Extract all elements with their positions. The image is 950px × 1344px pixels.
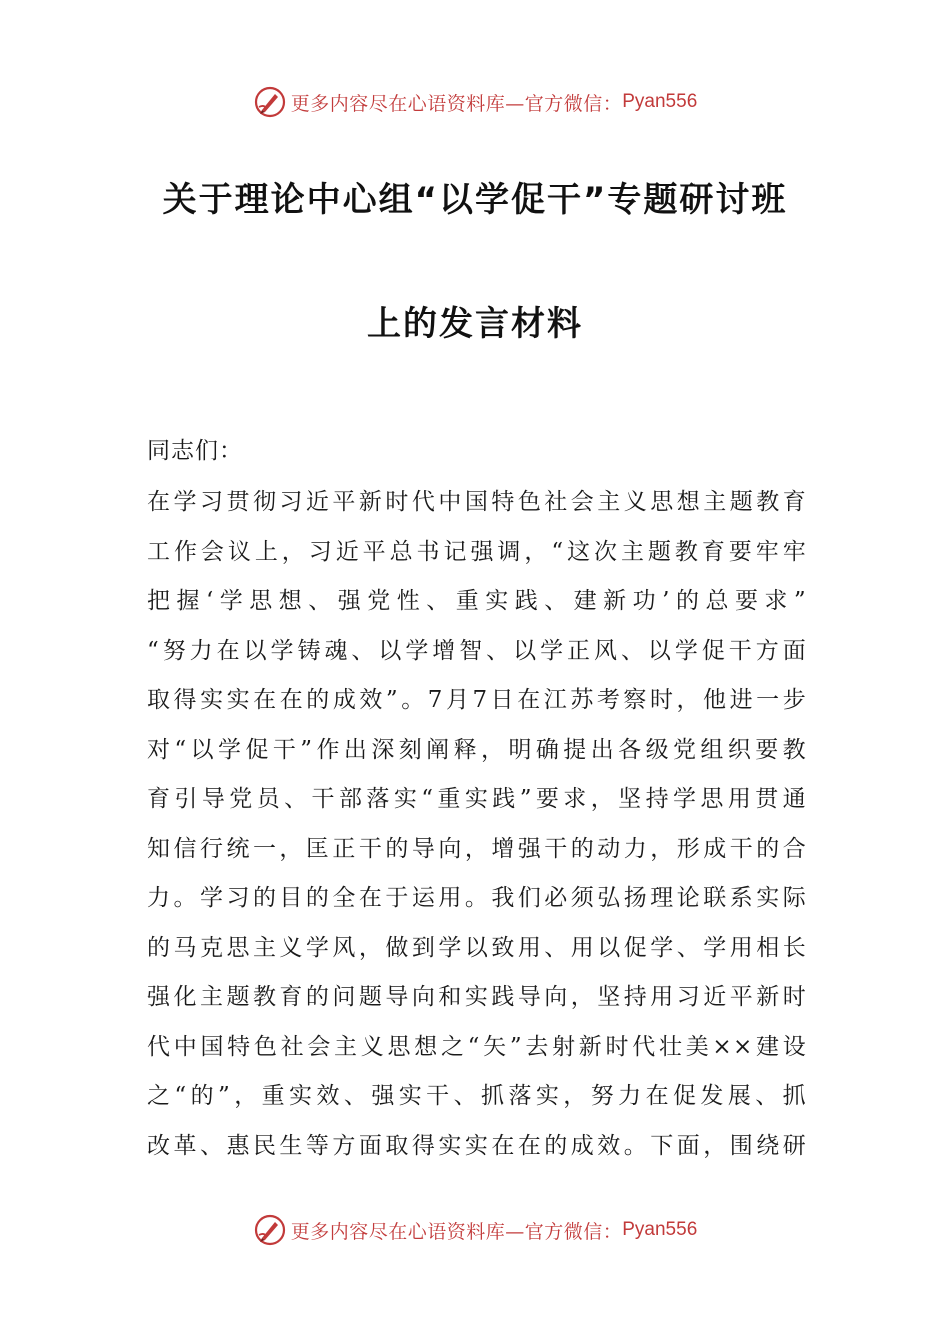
document-title-line1: 关于理论中心组“以学促干”专题研讨班 (162, 180, 788, 220)
body-line: 知信行统一，匡正干的导向，增强干的动力，形成干的合 (147, 835, 807, 862)
body-line: 工作会议上，习近平总书记强调，“这次主题教育要牢牢 (147, 538, 807, 565)
body-line: 强化主题教育的问题导向和实践导向，坚持用习近平新时 (147, 984, 807, 1010)
body-line: 代中国特色社会主义思想之“矢”去射新时代壮美××建设 (147, 1033, 807, 1060)
body-line: 把握‘学思想、强党性、重实践、建新功’的总要求” (147, 588, 807, 614)
body-line: 在学习贯彻习近平新时代中国特色社会主义思想主题教育 (147, 489, 807, 515)
watermark-handle: Pyan556 (622, 1219, 698, 1240)
body-line: 之“的”，重实效、强实干、抓落实，努力在促发展、抓 (147, 1083, 807, 1109)
watermark-text: 更多内容尽在心语资料库—官方微信： (290, 92, 623, 115)
watermark-handle: Pyan556 (622, 91, 698, 112)
document-title-line2: 上的发言材料 (367, 304, 583, 344)
footer-watermark (0, 1212, 950, 1248)
watermark-text: 更多内容尽在心语资料库—官方微信： (290, 1220, 623, 1243)
body-line: 改革、惠民生等方面取得实实在在的成效。下面，围绕研 (147, 1132, 807, 1159)
body-line: 力。学习的目的全在于运用。我们必须弘扬理论联系实际 (147, 885, 807, 911)
body-line: 的马克思主义学风，做到学以致用、用以促学、学用相长 (147, 934, 807, 961)
body-line: 对“以学促干”作出深刻阐释，明确提出各级党组织要教 (147, 736, 807, 763)
header-watermark (0, 84, 950, 120)
body-line: “努力在以学铸魂、以学增智、以学正风、以学促干方面 (147, 637, 807, 664)
body-line: 取得实实在在的成效”。7月7日在江苏考察时，他进一步 (147, 687, 807, 713)
body-line: 育引导党员、干部落实“重实践”要求，坚持学思用贯通 (147, 786, 807, 812)
body-paragraph (147, 478, 807, 1171)
pen-logo-icon (253, 85, 287, 119)
salutation: 同志们： (147, 438, 243, 464)
pen-logo-icon (253, 1213, 287, 1247)
